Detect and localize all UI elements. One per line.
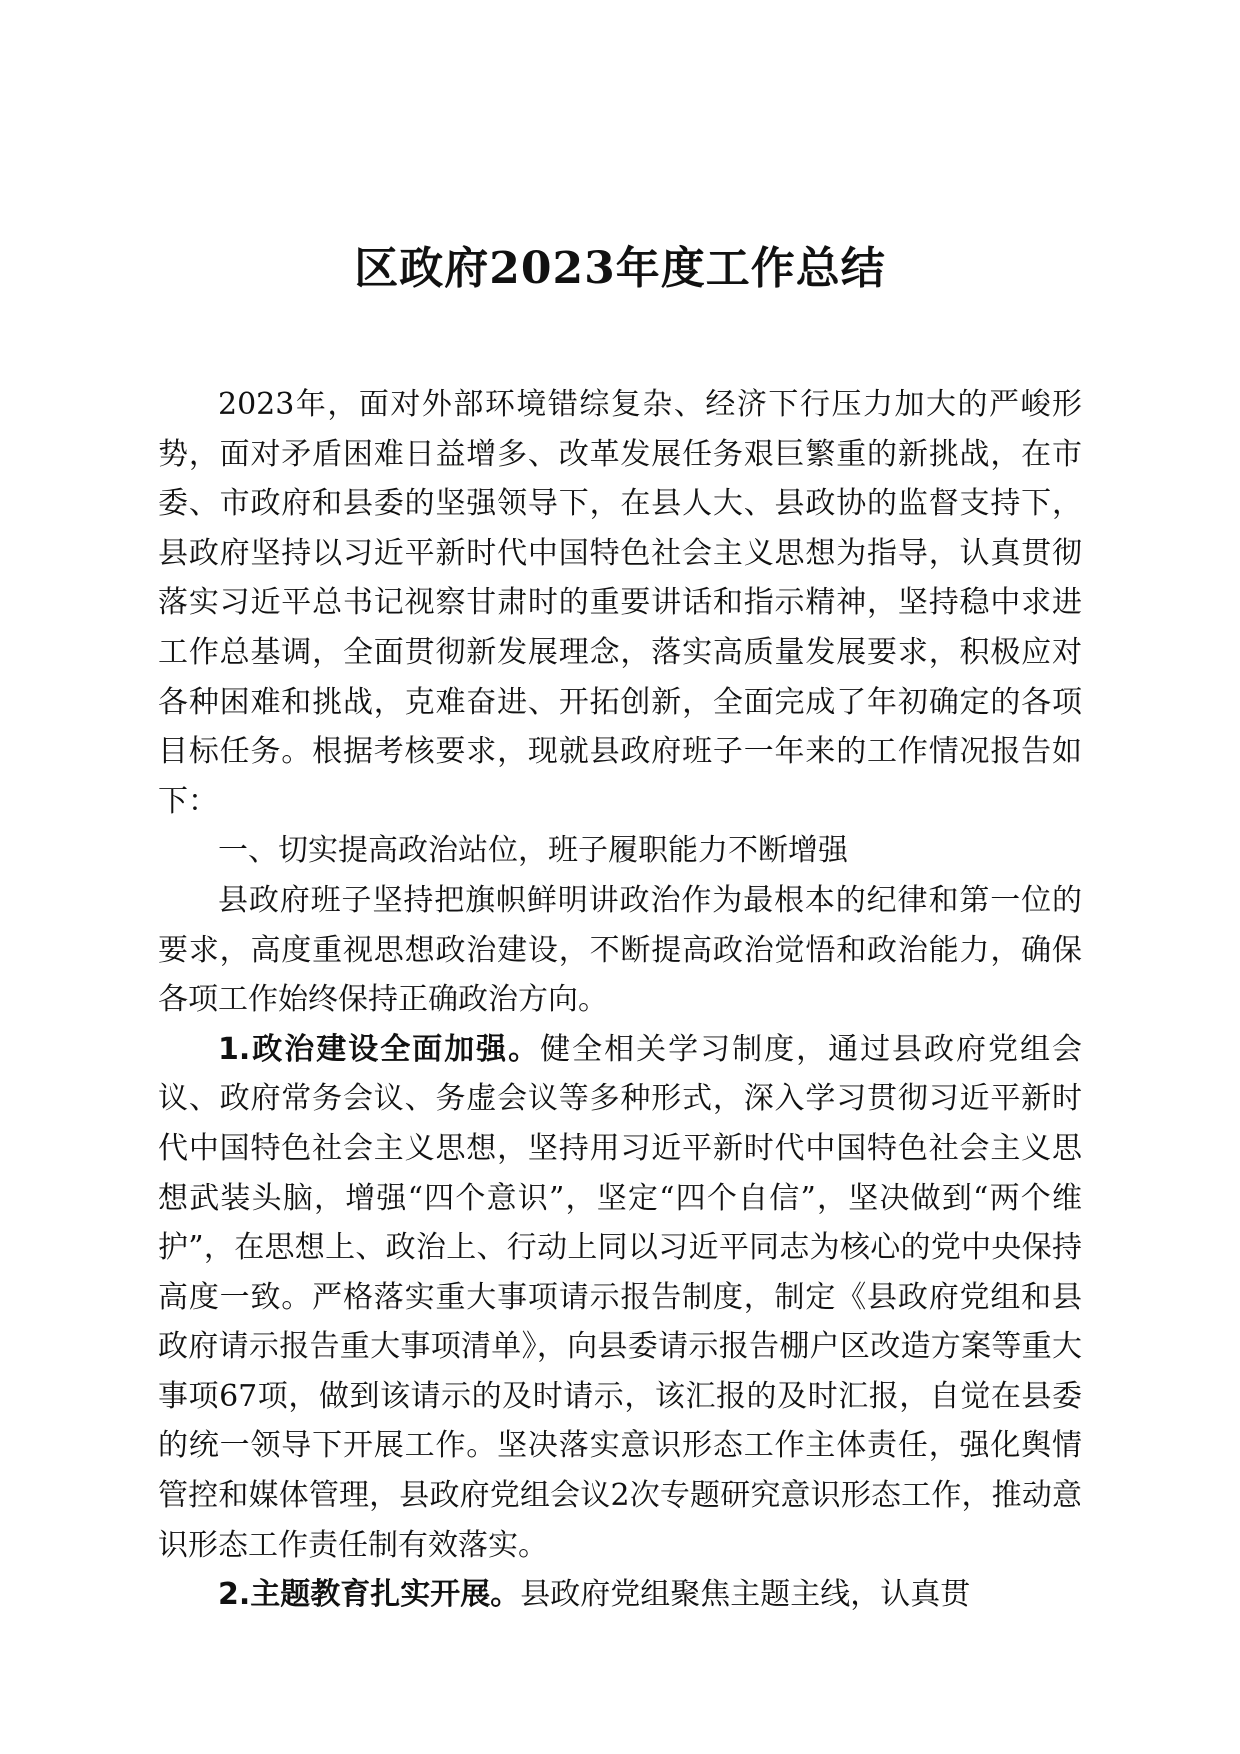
item-2-body: 县政府党组聚焦主题主线，认真贯 bbox=[520, 1577, 971, 1613]
item-1-body: 健全相关学习制度，通过县政府党组会议、政府常务会议、务虚会议等多种形式，深入学习贯彻习近平新时代中国特色社会主义思想，坚持用习近平新时代中国特色社会主义思想武装头脑，增强“四个意识”，坚定“四个自信”，坚决做到“两个维护”，在思想上、政治上、行动上同以习近平同志为核心的党中央保持高度一致。严格落实重大事项请示报告制度，制定《县政府党组和县政府请示报告重大事项清单》，向县委请示报告棚户区改造方案等重大事项67项，做到该请示的及时请示，该汇报的及时汇报，自觉在县委的统一领导下开展工作。坚决落实意识形态工作主体责任，强化舆情管控和媒体管理，县政府党组会议2次专题研究意识形态工作，推动意识形态工作责任制有效落实。 bbox=[158, 1031, 1082, 1563]
item-1-lead: 1.政治建设全面加强。 bbox=[218, 1031, 541, 1067]
intro-paragraph: 2023年，面对外部环境错综复杂、经济下行压力加大的严峻形势，面对矛盾困难日益增多、改革发展任务艰巨繁重的新挑战，在市委、市政府和县委的坚强领导下，在县人大、县政协的监督支持下，县政府坚持以习近平新时代中国特色社会主义思想为指导，认真贯彻落实习近平总书记视察甘肃时的重要讲话和指示精神，坚持稳中求进工作总基调，全面贯彻新发展理念，落实高质量发展要求，积极应对各种困难和挑战，克难奋进、开拓创新，全面完成了年初确定的各项目标任务。根据考核要求，现就县政府班子一年来的工作情况报告如下： bbox=[158, 387, 1082, 819]
section-1-heading: 一、切实提高政治站位，班子履职能力不断增强 bbox=[218, 833, 848, 869]
item-1-paragraph bbox=[158, 1025, 1082, 1571]
item-2-paragraph bbox=[158, 1570, 1082, 1620]
section-1-paragraph: 县政府班子坚持把旗帜鲜明讲政治作为最根本的纪律和第一位的要求，高度重视思想政治建设，不断提高政治觉悟和政治能力，确保各项工作始终保持正确政治方向。 bbox=[158, 882, 1082, 1018]
document-body bbox=[158, 380, 1082, 1620]
document-title: 区政府2023年度工作总结 bbox=[354, 243, 886, 294]
item-2-lead: 2.主题教育扎实开展。 bbox=[218, 1577, 521, 1613]
